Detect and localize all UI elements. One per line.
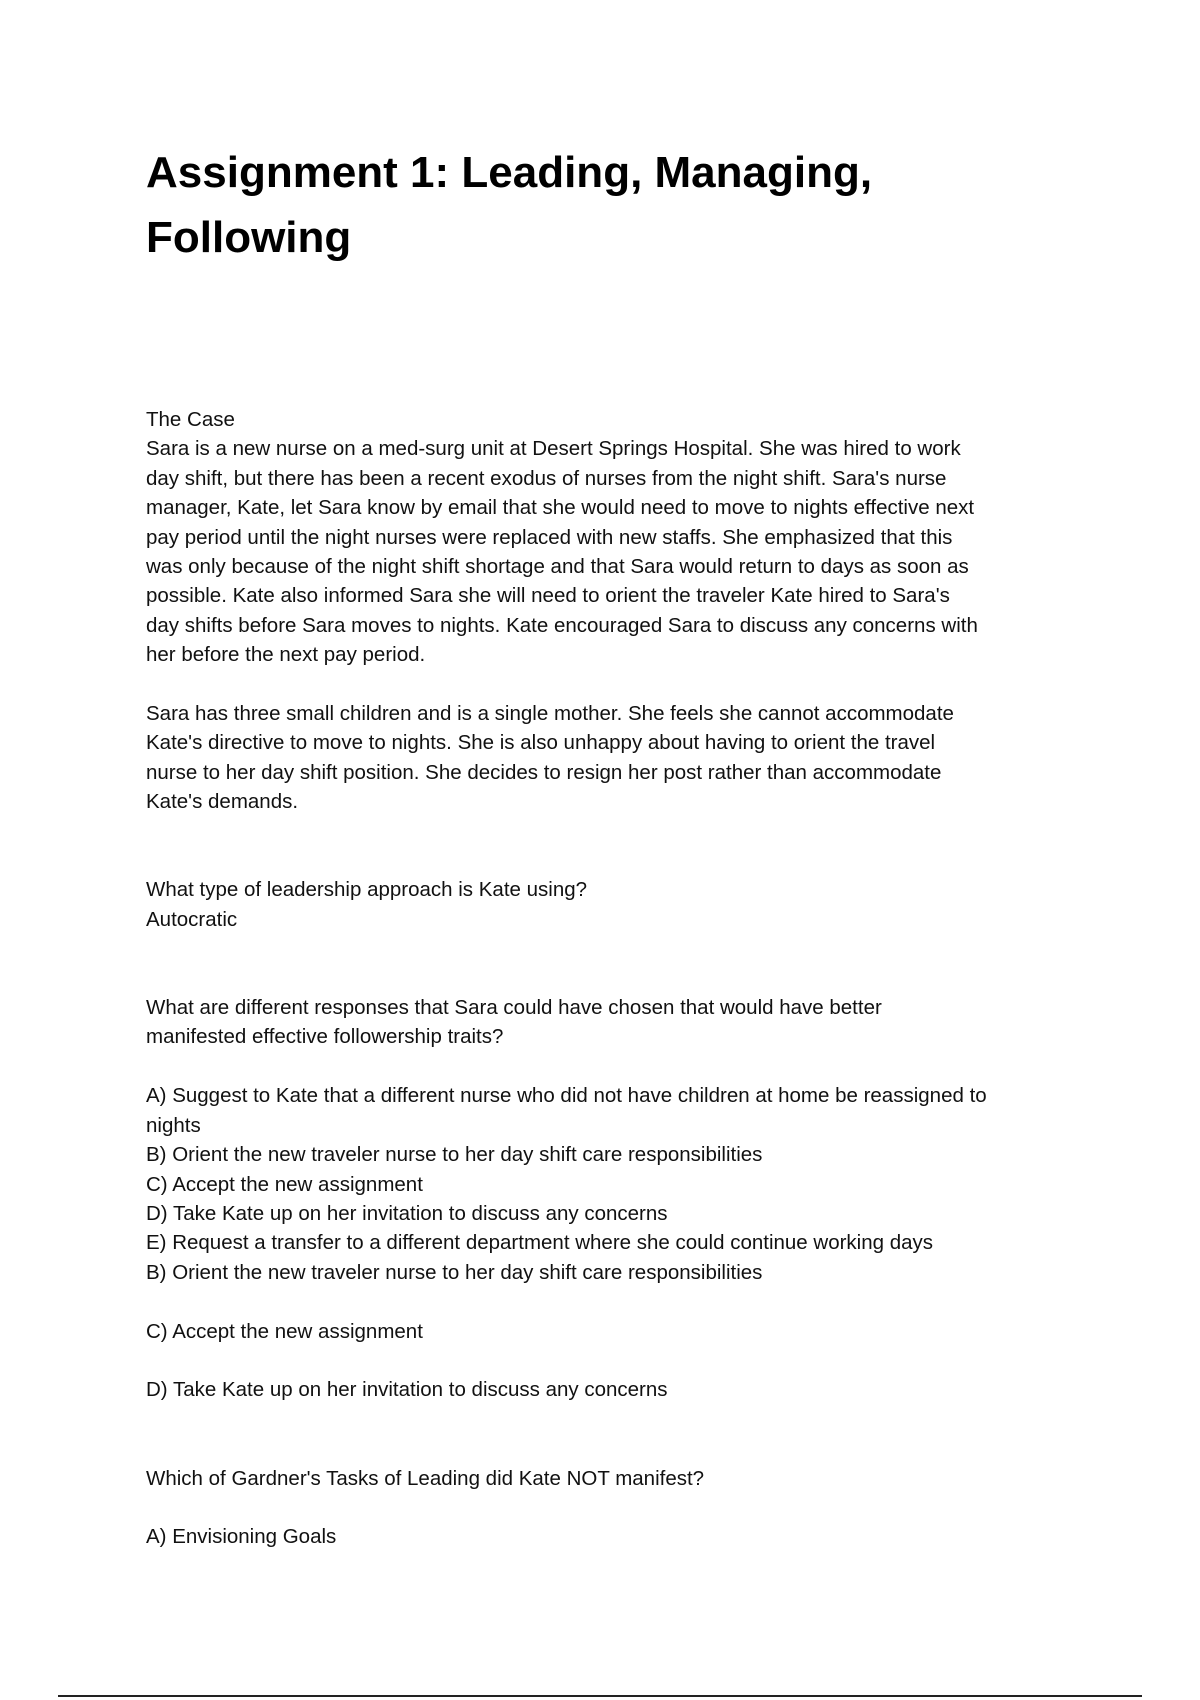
question-text: manifested effective followership traits? [146, 1025, 504, 1049]
spacer [146, 1052, 1076, 1081]
spacer [146, 1493, 1076, 1522]
spacer [146, 1287, 1076, 1316]
question-text: Which of Gardner's Tasks of Leading did Kate NOT manifest? [146, 1466, 705, 1490]
option-e: E) Request a transfer to a different department where she could continue working days [146, 1231, 934, 1255]
text-line: possible. Kate also informed Sara she will need to orient the traveler Kate hired to Sara's [146, 584, 950, 608]
question-2 [146, 993, 1076, 1405]
text-line: day shifts before Sara moves to nights. Kate encouraged Sara to discuss any concerns with [146, 613, 978, 637]
answer-b: B) Orient the new traveler nurse to her day shift care responsibilities [146, 1260, 763, 1284]
spacer [146, 817, 1076, 876]
answer-text: A) Envisioning Goals [146, 1525, 337, 1549]
page-footer-rule [58, 1695, 1142, 1697]
case-heading: The Case [146, 408, 235, 431]
spacer [146, 934, 1076, 993]
option-b: B) Orient the new traveler nurse to her day shift care responsibilities [146, 1143, 763, 1167]
text-line: Sara has three small children and is a single mother. She feels she cannot accommodate [146, 702, 954, 726]
option-list [146, 1081, 1076, 1257]
text-line: Sara is a new nurse on a med-surg unit at Desert Springs Hospital. She was hired to work [146, 437, 961, 461]
title-line: Assignment 1: Leading, Managing, [146, 148, 873, 197]
text-line: Kate's demands. [146, 790, 299, 814]
text-line: Kate's directive to move to nights. She is also unhappy about having to orient the travel [146, 731, 936, 755]
answer-d: D) Take Kate up on her invitation to discuss any concerns [146, 1378, 668, 1402]
answer-text: Autocratic [146, 907, 238, 931]
question-3 [146, 1464, 1076, 1552]
option-c: C) Accept the new assignment [146, 1172, 423, 1196]
text-line: day shift, but there has been a recent exodus of nurses from the night shift. Sara's nurse [146, 466, 947, 490]
answer-c: C) Accept the new assignment [146, 1319, 423, 1343]
text-line: pay period until the night nurses were replaced with new staffs. She emphasized that this [146, 525, 953, 549]
page-title [146, 140, 1106, 270]
text-line: manager, Kate, let Sara know by email that she would need to move to nights effective next [146, 496, 975, 520]
spacer [146, 670, 1076, 699]
spacer [146, 1346, 1076, 1375]
case-paragraph-2 [146, 699, 1076, 817]
option-d: D) Take Kate up on her invitation to discuss any concerns [146, 1201, 668, 1225]
text-line: nurse to her day shift position. She decides to resign her post rather than accommodate [146, 760, 942, 784]
spacer [146, 1405, 1076, 1464]
case-paragraph-1 [146, 434, 1076, 669]
text-line: was only because of the night shift shortage and that Sara would return to days as soon as [146, 555, 969, 579]
question-text: What type of leadership approach is Kate using? [146, 878, 588, 902]
question-1 [146, 875, 1076, 934]
title-line: Following [146, 213, 352, 262]
question-text: What are different responses that Sara could have chosen that would have better [146, 996, 882, 1020]
document-body [146, 405, 1076, 1552]
option-a: A) Suggest to Kate that a different nurse who did not have children at home be reassigned to [146, 1084, 987, 1108]
answer-list [146, 1258, 1076, 1405]
option-a: nights [146, 1113, 201, 1137]
text-line: her before the next pay period. [146, 643, 426, 667]
